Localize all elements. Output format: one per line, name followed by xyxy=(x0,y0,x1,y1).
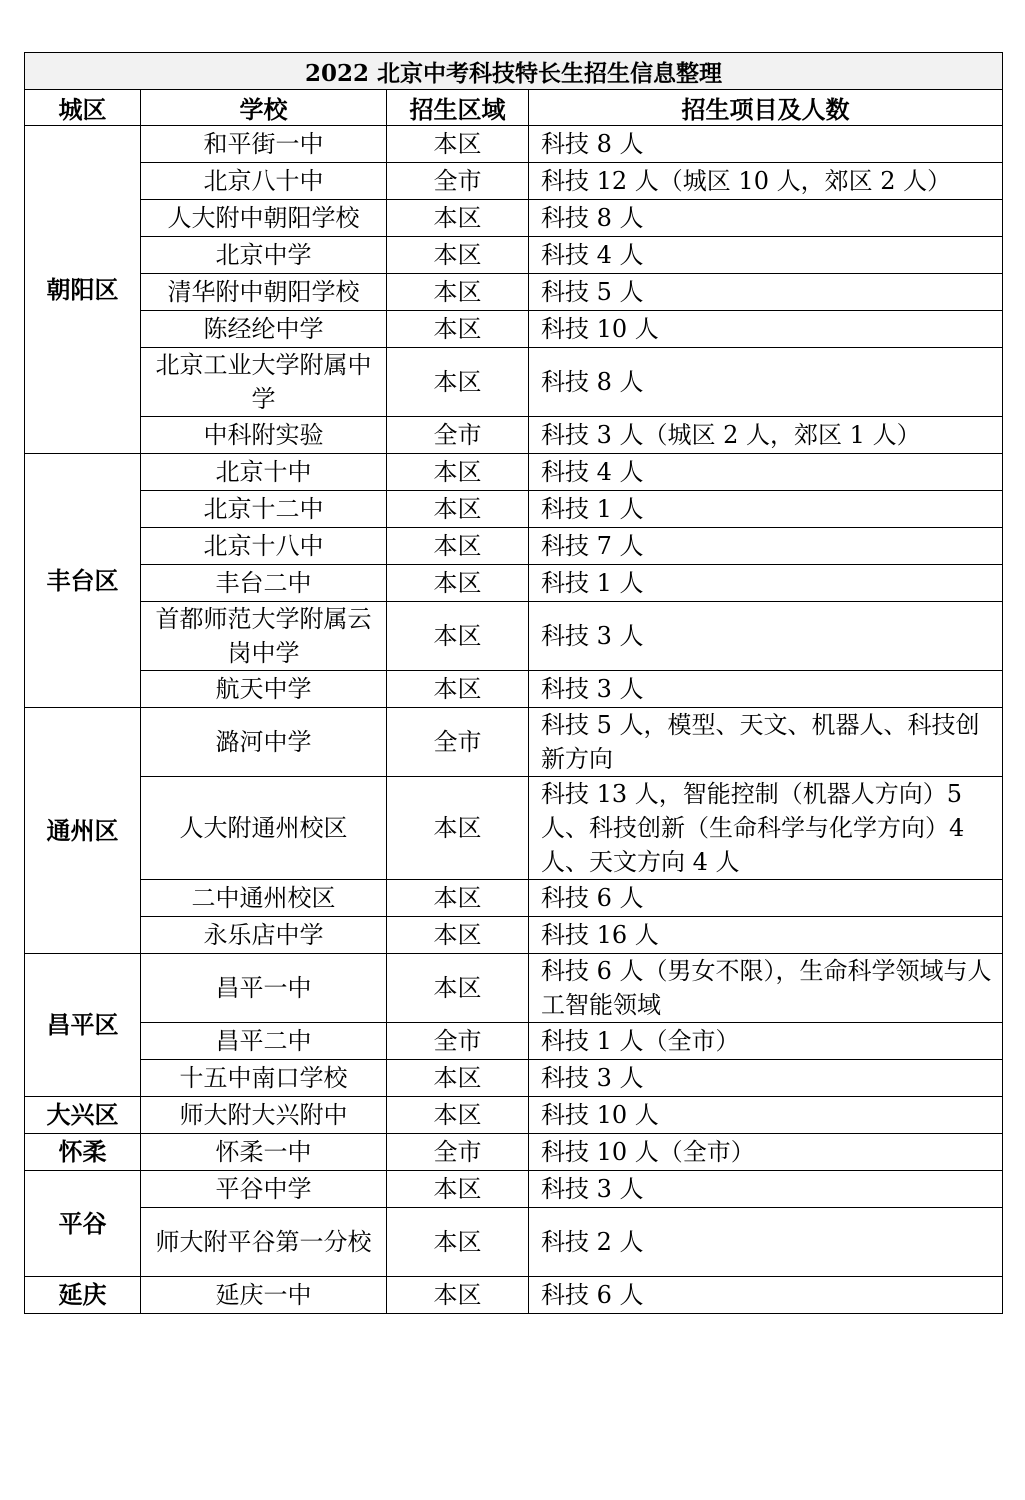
table-row xyxy=(25,237,1003,274)
district-cell: 朝阳区 xyxy=(25,126,141,454)
info-cell: 科技 13 人，智能控制（机器人方向）5 人、科技创新（生命科学与化学方向）4 人、天文方向 4 人 xyxy=(529,777,1003,880)
table-row xyxy=(25,491,1003,528)
area-cell: 本区 xyxy=(387,1097,529,1134)
table-row xyxy=(25,417,1003,454)
info-cell: 科技 1 人 xyxy=(529,565,1003,602)
area-cell: 本区 xyxy=(387,274,529,311)
header-school: 学校 xyxy=(141,90,387,126)
school-cell: 丰台二中 xyxy=(141,565,387,602)
table-row xyxy=(25,565,1003,602)
area-cell: 本区 xyxy=(387,1277,529,1314)
info-cell: 科技 3 人 xyxy=(529,1060,1003,1097)
table-row xyxy=(25,917,1003,954)
area-cell: 本区 xyxy=(387,777,529,880)
district-cell: 怀柔 xyxy=(25,1134,141,1171)
info-cell: 科技 3 人 xyxy=(529,671,1003,708)
area-cell: 本区 xyxy=(387,311,529,348)
area-cell: 本区 xyxy=(387,880,529,917)
area-cell: 本区 xyxy=(387,602,529,671)
table-row xyxy=(25,671,1003,708)
school-cell: 清华附中朝阳学校 xyxy=(141,274,387,311)
info-cell: 科技 1 人（全市） xyxy=(529,1023,1003,1060)
info-cell: 科技 3 人 xyxy=(529,1171,1003,1208)
area-cell: 本区 xyxy=(387,1171,529,1208)
school-cell: 航天中学 xyxy=(141,671,387,708)
info-cell: 科技 1 人 xyxy=(529,491,1003,528)
table-row xyxy=(25,126,1003,163)
school-cell: 人大附中朝阳学校 xyxy=(141,200,387,237)
header-district: 城区 xyxy=(25,90,141,126)
area-cell: 本区 xyxy=(387,491,529,528)
school-cell: 潞河中学 xyxy=(141,708,387,777)
table-row xyxy=(25,1208,1003,1277)
info-cell: 科技 4 人 xyxy=(529,237,1003,274)
school-cell: 北京工业大学附属中学 xyxy=(141,348,387,417)
table-row xyxy=(25,1060,1003,1097)
district-cell: 大兴区 xyxy=(25,1097,141,1134)
area-cell: 全市 xyxy=(387,163,529,200)
area-cell: 全市 xyxy=(387,1134,529,1171)
district-cell: 昌平区 xyxy=(25,954,141,1097)
table-row xyxy=(25,1023,1003,1060)
area-cell: 本区 xyxy=(387,454,529,491)
school-cell: 和平街一中 xyxy=(141,126,387,163)
school-cell: 延庆一中 xyxy=(141,1277,387,1314)
district-cell: 平谷 xyxy=(25,1171,141,1277)
area-cell: 本区 xyxy=(387,1060,529,1097)
school-cell: 昌平一中 xyxy=(141,954,387,1023)
area-cell: 全市 xyxy=(387,708,529,777)
area-cell: 本区 xyxy=(387,126,529,163)
info-cell: 科技 5 人，模型、天文、机器人、科技创新方向 xyxy=(529,708,1003,777)
info-cell: 科技 10 人（全市） xyxy=(529,1134,1003,1171)
school-cell: 二中通州校区 xyxy=(141,880,387,917)
school-cell: 北京中学 xyxy=(141,237,387,274)
school-cell: 昌平二中 xyxy=(141,1023,387,1060)
info-cell: 科技 10 人 xyxy=(529,1097,1003,1134)
school-cell: 首都师范大学附属云岗中学 xyxy=(141,602,387,671)
table-row xyxy=(25,311,1003,348)
area-cell: 全市 xyxy=(387,1023,529,1060)
area-cell: 本区 xyxy=(387,671,529,708)
school-cell: 十五中南口学校 xyxy=(141,1060,387,1097)
district-cell: 通州区 xyxy=(25,708,141,954)
table-row xyxy=(25,602,1003,671)
school-cell: 人大附通州校区 xyxy=(141,777,387,880)
info-cell: 科技 8 人 xyxy=(529,348,1003,417)
table-row xyxy=(25,880,1003,917)
area-cell: 本区 xyxy=(387,954,529,1023)
district-cell: 丰台区 xyxy=(25,454,141,708)
area-cell: 本区 xyxy=(387,348,529,417)
info-cell: 科技 6 人 xyxy=(529,880,1003,917)
table-title: 2022 北京中考科技特长生招生信息整理 xyxy=(25,53,1003,90)
header-area: 招生区域 xyxy=(387,90,529,126)
school-cell: 平谷中学 xyxy=(141,1171,387,1208)
header-info: 招生项目及人数 xyxy=(529,90,1003,126)
school-cell: 怀柔一中 xyxy=(141,1134,387,1171)
info-cell: 科技 12 人（城区 10 人，郊区 2 人） xyxy=(529,163,1003,200)
school-cell: 陈经纶中学 xyxy=(141,311,387,348)
school-cell: 北京八十中 xyxy=(141,163,387,200)
info-cell: 科技 8 人 xyxy=(529,200,1003,237)
table-row xyxy=(25,1171,1003,1208)
info-cell: 科技 3 人 xyxy=(529,602,1003,671)
area-cell: 本区 xyxy=(387,1208,529,1277)
school-cell: 永乐店中学 xyxy=(141,917,387,954)
school-cell: 师大附平谷第一分校 xyxy=(141,1208,387,1277)
info-cell: 科技 7 人 xyxy=(529,528,1003,565)
info-cell: 科技 4 人 xyxy=(529,454,1003,491)
info-cell: 科技 2 人 xyxy=(529,1208,1003,1277)
school-cell: 师大附大兴附中 xyxy=(141,1097,387,1134)
area-cell: 本区 xyxy=(387,200,529,237)
school-cell: 中科附实验 xyxy=(141,417,387,454)
info-cell: 科技 3 人（城区 2 人，郊区 1 人） xyxy=(529,417,1003,454)
info-cell: 科技 10 人 xyxy=(529,311,1003,348)
table-row xyxy=(25,954,1003,1023)
school-cell: 北京十八中 xyxy=(141,528,387,565)
table-row xyxy=(25,163,1003,200)
area-cell: 本区 xyxy=(387,917,529,954)
table-row xyxy=(25,1097,1003,1134)
table-row xyxy=(25,1277,1003,1314)
enrollment-table xyxy=(24,52,1003,1314)
info-cell: 科技 6 人（男女不限），生命科学领域与人工智能领域 xyxy=(529,954,1003,1023)
table-row xyxy=(25,777,1003,880)
school-cell: 北京十二中 xyxy=(141,491,387,528)
table-row xyxy=(25,200,1003,237)
info-cell: 科技 6 人 xyxy=(529,1277,1003,1314)
table-row xyxy=(25,1134,1003,1171)
area-cell: 本区 xyxy=(387,528,529,565)
area-cell: 全市 xyxy=(387,417,529,454)
table-row xyxy=(25,454,1003,491)
table-row xyxy=(25,708,1003,777)
school-cell: 北京十中 xyxy=(141,454,387,491)
info-cell: 科技 5 人 xyxy=(529,274,1003,311)
area-cell: 本区 xyxy=(387,237,529,274)
table-row xyxy=(25,274,1003,311)
info-cell: 科技 16 人 xyxy=(529,917,1003,954)
area-cell: 本区 xyxy=(387,565,529,602)
table-row xyxy=(25,528,1003,565)
district-cell: 延庆 xyxy=(25,1277,141,1314)
table-row xyxy=(25,348,1003,417)
info-cell: 科技 8 人 xyxy=(529,126,1003,163)
